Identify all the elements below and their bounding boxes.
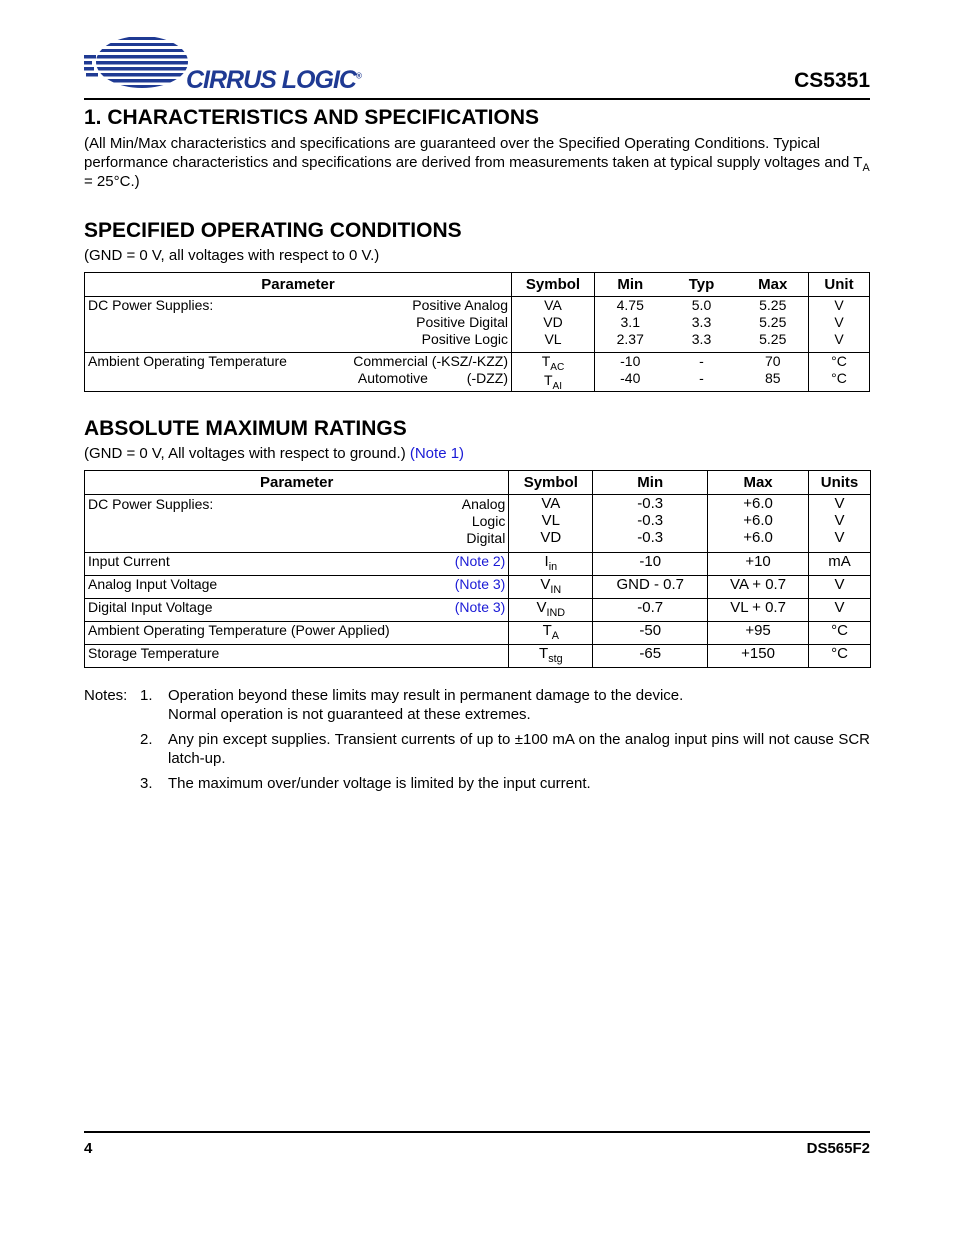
page-number: 4 (84, 1140, 93, 1157)
unit-cell: mA (809, 553, 871, 576)
symbol: VD (543, 314, 563, 330)
param-cell (85, 576, 509, 599)
value: 3.1 (620, 314, 640, 330)
table-row (85, 353, 870, 392)
value: +6.0 (743, 495, 773, 512)
col-header: Parameter (85, 273, 512, 297)
note-text: Normal operation is not guaranteed at these extremes. (168, 706, 531, 723)
table-row (85, 553, 871, 576)
param-label: Digital Input Voltage (88, 599, 213, 615)
note-number: 3. (140, 775, 153, 792)
max-cell: +150 (708, 645, 809, 668)
soc-header-row (85, 273, 870, 297)
value: - (699, 353, 704, 369)
param-item: Automotive (-DZZ) (357, 370, 508, 386)
value: +6.0 (743, 512, 773, 529)
min-cell: -10 (593, 553, 708, 576)
note-item (84, 774, 870, 793)
part-number: CS5351 (794, 69, 870, 92)
symbol-cell: $T_{stg}$ (509, 645, 593, 668)
param-label: DC Power Supplies: (88, 496, 214, 512)
notes-section (84, 686, 870, 799)
col-header: Max (708, 471, 809, 495)
value: 4.75 (616, 297, 644, 313)
note-text: The maximum over/under voltage is limited by the input current. (168, 775, 591, 792)
value: - (699, 370, 704, 386)
max-cell (738, 353, 809, 392)
cirrus-logic-logo (84, 34, 361, 94)
col-header: Units (809, 471, 871, 495)
symbol: VD (540, 529, 562, 546)
symbol-cell (512, 353, 595, 392)
table-row (85, 576, 871, 599)
param-cell (85, 553, 509, 576)
param-cell (85, 297, 512, 353)
symbol: VL (541, 512, 560, 529)
section-intro: (All Min/Max characteristics and specifications are guaranteed over the Specified Operating Conditions. Typical performance characteristics and specifications are derived from measurements taken at typical supply voltages and $T_A = 25^\circ C$.) (84, 135, 870, 190)
param-label: Analog Input Voltage (88, 576, 218, 592)
param-cell (85, 622, 509, 645)
param-label: Ambient Operating Temperature (88, 353, 287, 369)
notes-label: Notes: (84, 687, 128, 704)
symbol-cell: $I_{in}$ (509, 553, 593, 576)
note-3-link[interactable]: (Note 3) (454, 599, 506, 615)
note-item (84, 730, 870, 768)
param-label: Storage Temperature (88, 645, 220, 661)
param-label: Ambient Operating Temperature (Power Applied) (88, 622, 390, 638)
header-rule (84, 98, 870, 100)
param-item: Commercial (-KSZ/-KZZ) (353, 353, 508, 369)
min-cell: GND - 0.7 (593, 576, 708, 599)
max-cell (708, 495, 809, 553)
min-cell: -50 (593, 622, 708, 645)
typ-cell (666, 353, 738, 392)
value: 3.3 (691, 314, 712, 330)
table-row (85, 297, 870, 353)
table-row (85, 495, 871, 553)
col-header: Typ (666, 273, 738, 297)
symbol-cell: $T_A$ (509, 622, 593, 645)
unit-cell (809, 297, 870, 353)
col-header: Symbol (509, 471, 593, 495)
max-cell: +10 (708, 553, 809, 576)
param-item: Logic (471, 513, 506, 529)
max-cell: VL + 0.7 (708, 599, 809, 622)
value: -0.3 (637, 495, 664, 512)
note-text: Any pin except supplies. Transient currents of up to ±100 mA on the analog input pins will not cause SCR latch-up. (168, 731, 870, 767)
value: V (834, 331, 844, 347)
value: V (834, 529, 845, 546)
note-item (84, 686, 870, 724)
param-item: Analog (461, 496, 506, 512)
col-header: Unit (809, 273, 870, 297)
col-header: Min (595, 273, 666, 297)
document-id: DS565F2 (806, 1140, 870, 1157)
logo-wordmark: CIRRUS LOGIC® (186, 66, 361, 94)
value: V (834, 495, 845, 512)
value: 3.3 (691, 331, 712, 347)
value: 5.0 (691, 297, 712, 313)
note-text: Operation beyond these limits may result in permanent damage to the device. (168, 687, 684, 704)
unit-cell: V (809, 576, 871, 599)
value: -0.3 (637, 512, 664, 529)
max-cell: VA + 0.7 (708, 576, 809, 599)
value: 2.37 (616, 331, 644, 347)
param-item: Digital (466, 530, 506, 546)
col-header: Parameter (85, 471, 509, 495)
unit-cell: °C (809, 622, 871, 645)
param-item: Positive Digital (416, 314, 508, 330)
note-1-link[interactable]: (Note 1) (409, 445, 465, 462)
min-cell (595, 297, 666, 353)
value: V (834, 314, 844, 330)
min-cell (593, 495, 708, 553)
max-cell (738, 297, 809, 353)
value: 5.25 (759, 331, 787, 347)
unit-cell (809, 353, 870, 392)
table-row (85, 622, 871, 645)
typ-cell (666, 297, 738, 353)
symbol: VA (541, 495, 561, 512)
value: 5.25 (759, 314, 787, 330)
symbol-cell: $V_{IND}$ (509, 599, 593, 622)
table-row (85, 599, 871, 622)
note-number: 1. (140, 687, 153, 704)
amr-title: ABSOLUTE MAXIMUM RATINGS (84, 417, 407, 440)
param-item: Positive Logic (421, 331, 508, 347)
value: V (834, 512, 845, 529)
amr-header-row (85, 471, 871, 495)
section-title: 1. CHARACTERISTICS AND SPECIFICATIONS (84, 106, 540, 129)
value: 5.25 (759, 297, 787, 313)
note-3-link[interactable]: (Note 3) (454, 576, 506, 592)
unit-cell (809, 495, 871, 553)
unit-cell: °C (809, 645, 871, 668)
unit-cell: V (809, 599, 871, 622)
value: °C (831, 353, 847, 369)
note-number: 2. (140, 731, 153, 748)
value: 85 (764, 370, 781, 386)
param-item: Positive Analog (412, 297, 508, 313)
value: °C (831, 370, 847, 386)
symbol: $T_{AI}$ (543, 372, 563, 392)
param-label: DC Power Supplies: (88, 297, 214, 313)
param-cell (85, 353, 512, 392)
symbol-cell (512, 297, 595, 353)
param-label: Input Current (88, 553, 170, 569)
symbol: VL (544, 331, 562, 347)
logo-swoosh-icon (84, 34, 194, 94)
value: -0.3 (637, 529, 664, 546)
symbol-cell (509, 495, 593, 553)
value: V (834, 297, 844, 313)
param-cell (85, 599, 509, 622)
amr-subtitle: (GND = 0 V, All voltages with respect to ground.) (Note 1) (84, 445, 465, 462)
col-header: Symbol (512, 273, 595, 297)
value: 70 (764, 353, 781, 369)
col-header: Min (593, 471, 708, 495)
value: +6.0 (743, 529, 773, 546)
param-cell (85, 495, 509, 553)
symbol: $T_{AC}$ (541, 353, 565, 373)
footer-rule (84, 1131, 870, 1133)
soc-table (84, 272, 870, 392)
value: -10 (620, 353, 641, 369)
soc-title: SPECIFIED OPERATING CONDITIONS (84, 219, 462, 242)
col-header: Max (738, 273, 809, 297)
soc-subtitle: (GND = 0 V, all voltages with respect to 0 V.) (84, 247, 380, 264)
note-2-link[interactable]: (Note 2) (454, 553, 506, 569)
value: -40 (620, 370, 641, 386)
symbol-cell: $V_{IN}$ (509, 576, 593, 599)
amr-table (84, 470, 871, 668)
min-cell: -65 (593, 645, 708, 668)
max-cell: +95 (708, 622, 809, 645)
min-cell: -0.7 (593, 599, 708, 622)
symbol: VA (544, 297, 562, 313)
param-cell (85, 645, 509, 668)
min-cell (595, 353, 666, 392)
table-row (85, 645, 871, 668)
